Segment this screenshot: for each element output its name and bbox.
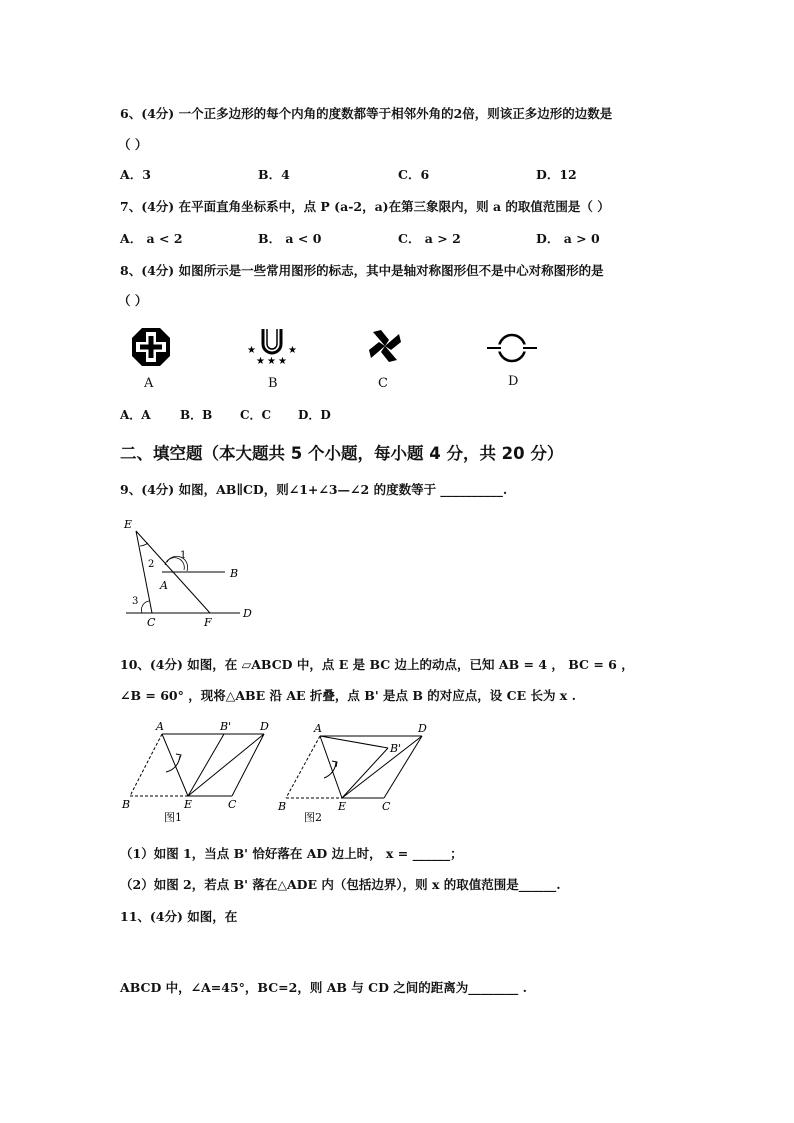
q9-label-e: E bbox=[124, 518, 133, 531]
fig1-label-b: B bbox=[122, 798, 131, 811]
q10-figure-2 bbox=[272, 716, 432, 826]
fig2-label-bprime: B' bbox=[390, 742, 402, 755]
q9-angle-3: 3 bbox=[132, 596, 139, 607]
q9-label-a: A bbox=[160, 579, 168, 592]
q10-line1: 10、(4分) 如图，在 ▱ABCD 中，点 E 是 BC 边上的动点，已知 AB = 4 ， BC = 6 ， bbox=[120, 657, 634, 672]
symbol-c-label: C bbox=[378, 376, 388, 391]
fig2-caption: 图2 bbox=[304, 811, 322, 824]
fig1-label-d: D bbox=[260, 720, 269, 733]
symbol-a-label: A bbox=[144, 376, 154, 391]
q9-label-c: C bbox=[147, 616, 156, 629]
svg-text:★: ★ bbox=[247, 345, 256, 356]
q8-option-a: A．A bbox=[120, 408, 151, 422]
q8-option-d: D．D bbox=[298, 408, 331, 422]
q11-line1: 11、(4分) 如图，在 bbox=[120, 909, 238, 924]
symbol-b-magnet-icon bbox=[246, 326, 298, 366]
svg-text:★: ★ bbox=[256, 356, 265, 367]
q7-option-a: A． a < 2 bbox=[120, 231, 183, 246]
fig2-label-e: E bbox=[338, 800, 347, 813]
q6-option-c: C．6 bbox=[398, 167, 430, 182]
fig2-label-a: A bbox=[314, 722, 322, 735]
q9-label-f: F bbox=[204, 616, 212, 629]
symbol-c-pinwheel-icon bbox=[365, 326, 405, 366]
svg-text:★: ★ bbox=[278, 356, 287, 367]
fig1-label-e: E bbox=[184, 798, 193, 811]
fig2-label-d: D bbox=[418, 722, 427, 735]
q10-sub1: （1）如图 1，当点 B' 恰好落在 AD 边上时， x = ______； bbox=[120, 846, 463, 861]
q9-text: 9、(4分) 如图，AB∥CD，则∠1+∠3—∠2 的度数等于 __________. bbox=[120, 482, 508, 497]
q6-option-a: A．3 bbox=[120, 167, 151, 182]
q8-text: 8、(4分) 如图所示是一些常用图形的标志，其中是轴对称图形但不是中心对称图形的是 bbox=[120, 263, 604, 278]
q9-label-b: B bbox=[230, 567, 239, 580]
q10-sub2: （2）如图 2，若点 B' 落在△ADE 内（包括边界），则 x 的取值范围是______. bbox=[120, 877, 561, 892]
svg-text:★: ★ bbox=[267, 356, 276, 367]
symbol-d-circle-line-icon bbox=[487, 330, 537, 366]
fig1-caption: 图1 bbox=[164, 811, 182, 824]
fig2-label-c: C bbox=[382, 800, 391, 813]
q9-angle-2: 2 bbox=[148, 559, 155, 570]
q6-paren: （ ） bbox=[118, 137, 148, 152]
q11-line2: ABCD 中，∠A=45°，BC=2，则 AB 与 CD 之间的距离为________ . bbox=[120, 980, 528, 995]
fig1-label-c: C bbox=[228, 798, 237, 811]
q8-paren: （ ） bbox=[118, 293, 148, 308]
q10-line2: ∠B = 60° ，现将△ABE 沿 AE 折叠，点 B' 是点 B 的对应点，设 CE 长为 x . bbox=[120, 688, 576, 703]
fig1-label-bprime: B' bbox=[220, 720, 232, 733]
q7-option-d: D． a > 0 bbox=[536, 231, 600, 246]
q9-label-d: D bbox=[243, 607, 252, 620]
q6-text: 6、(4分) 一个正多边形的每个内角的度数都等于相邻外角的2倍，则该正多边形的边数是 bbox=[120, 106, 613, 121]
symbol-a-cross-icon bbox=[130, 326, 172, 368]
q6-option-b: B．4 bbox=[258, 167, 290, 182]
q7-option-b: B． a < 0 bbox=[258, 231, 322, 246]
q8-option-c: C．C bbox=[240, 408, 272, 422]
symbol-b-label: B bbox=[268, 376, 278, 391]
section-2-title: 二、填空题（本大题共 5 个小题，每小题 4 分，共 20 分） bbox=[120, 444, 564, 463]
q9-angle-1: 1 bbox=[180, 550, 187, 561]
q6-option-d: D．12 bbox=[536, 167, 577, 182]
fig1-label-a: A bbox=[156, 720, 164, 733]
symbol-d-label: D bbox=[508, 374, 519, 389]
svg-text:★: ★ bbox=[288, 345, 297, 356]
q9-figure bbox=[120, 515, 260, 630]
q7-text: 7、(4分) 在平面直角坐标系中，点 P (a-2，a)在第三象限内，则 a 的取值范围是（ ） bbox=[120, 199, 610, 214]
q8-option-b: B．B bbox=[180, 408, 213, 422]
q10-figure-1 bbox=[118, 716, 278, 826]
fig2-label-b: B bbox=[278, 800, 287, 813]
q7-option-c: C． a > 2 bbox=[398, 231, 461, 246]
